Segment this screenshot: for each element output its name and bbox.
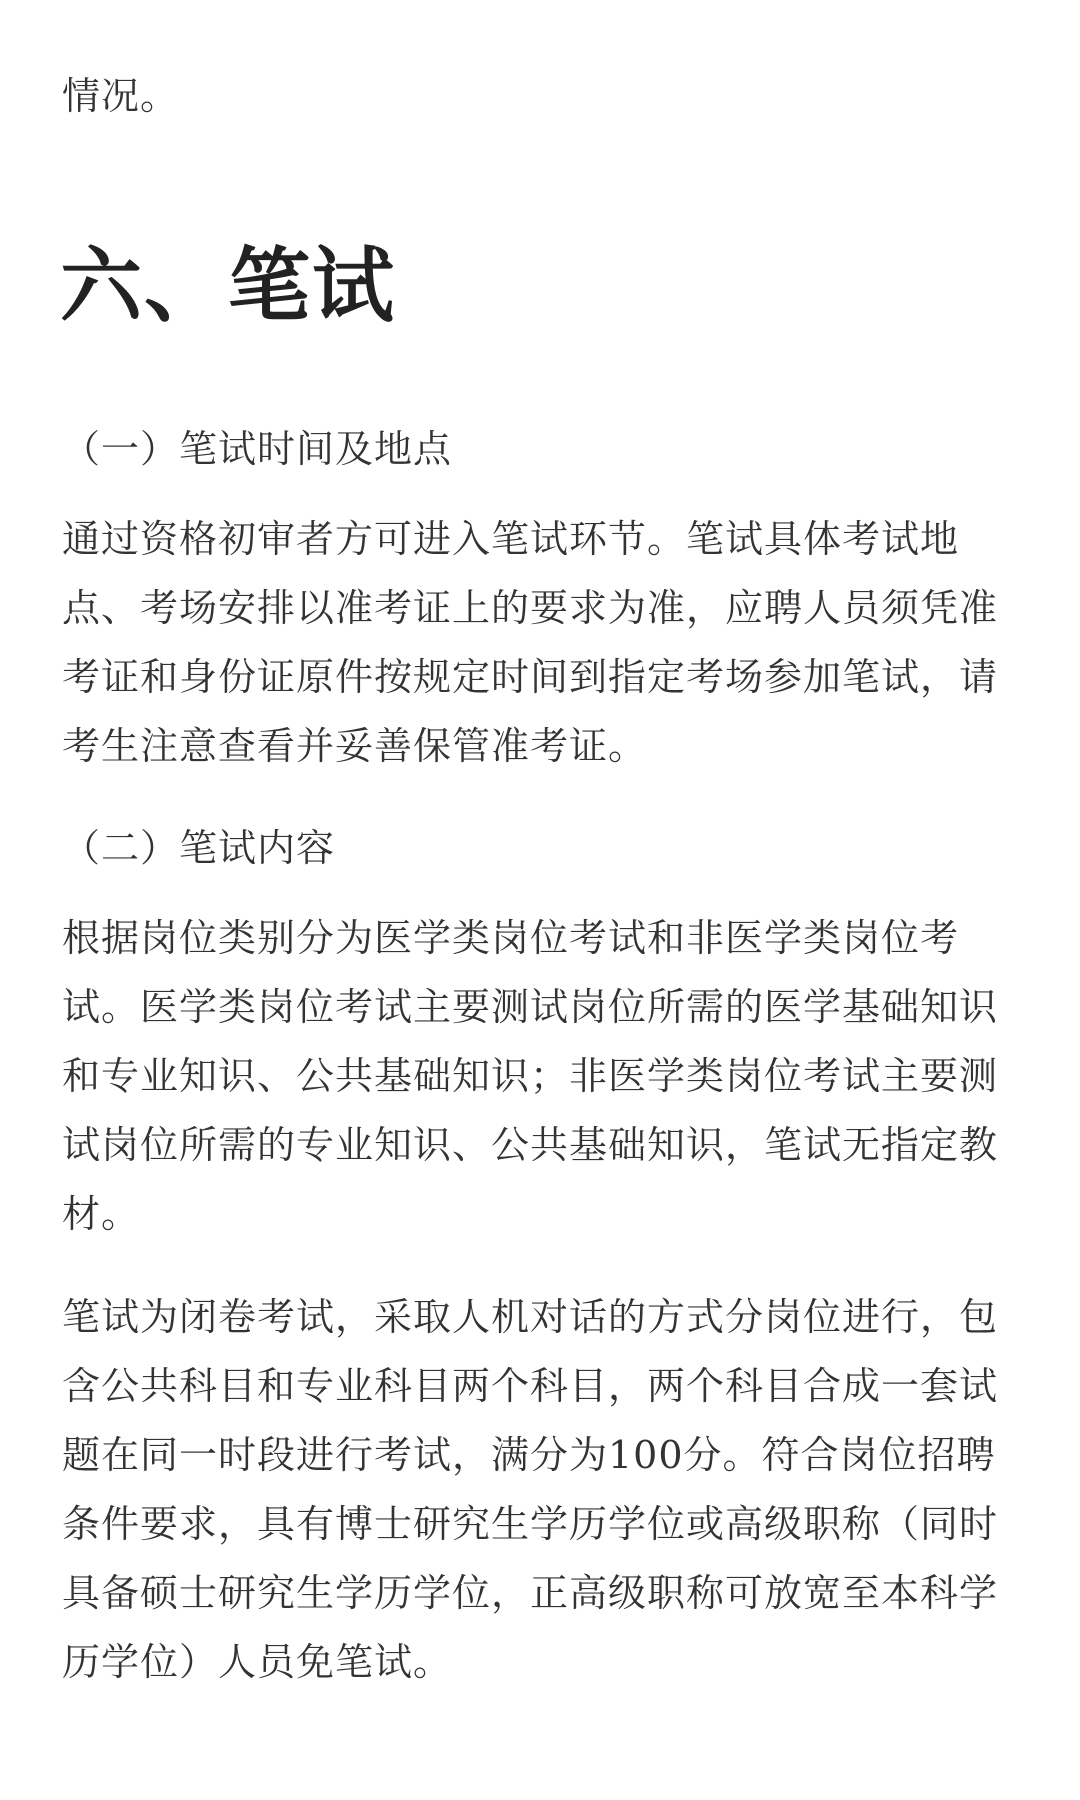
section-heading: 六、笔试 <box>60 238 397 334</box>
previous-paragraph-tail: 情况。 <box>62 74 180 118</box>
subheading-exam-content: （二）笔试内容 <box>62 826 336 870</box>
paragraph-time-location: 通过资格初审者方可进入笔试环节。笔试具体考试地点、考场安排以准考证上的要求为准，应聘人员须凭准考证和身份证原件按规定时间到指定考场参加笔试，请考生注意查看并妥善保管准考证。 <box>62 517 999 768</box>
paragraph-exam-categories: 根据岗位类别分为医学类岗位考试和非医学类岗位考试。医学类岗位考试主要测试岗位所需的医学基础知识和专业知识、公共基础知识；非医学类岗位考试主要测试岗位所需的专业知识、公共基础知识，笔试无指定教材。 <box>62 916 999 1236</box>
paragraph-exam-format: 笔试为闭卷考试，采取人机对话的方式分岗位进行，包含公共科目和专业科目两个科目，两个科目合成一套试题在同一时段进行考试，满分为100分。符合岗位招聘条件要求，具有博士研究生学历学位或高级职称（同时具备硕士研究生学历学位，正高级职称可放宽至本科学历学位）人员免笔试。 <box>62 1295 999 1684</box>
subheading-time-location: （一）笔试时间及地点 <box>62 427 453 471</box>
